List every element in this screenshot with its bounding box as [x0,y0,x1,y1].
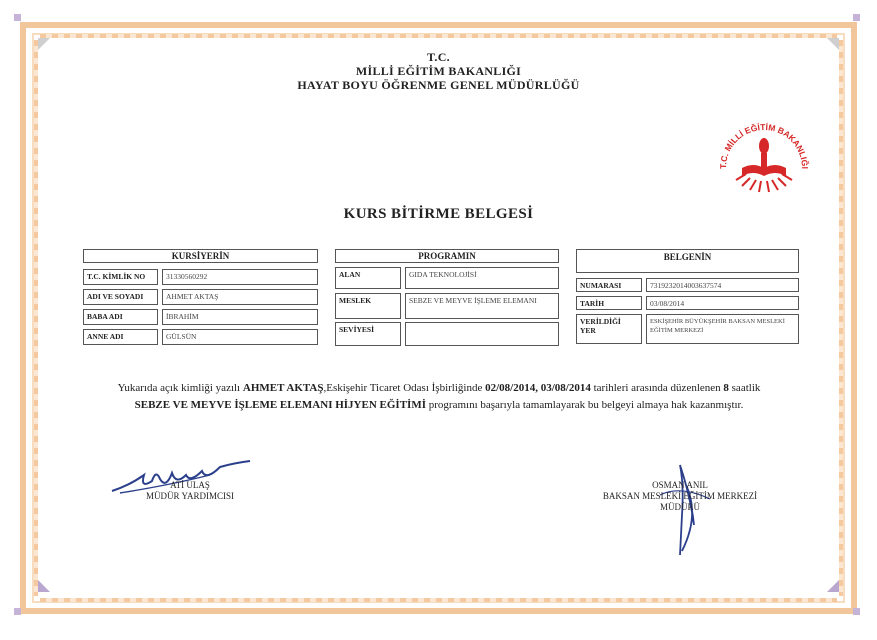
start-date: 02/08/2014 [485,382,536,394]
corner-square-icon [14,14,21,21]
trainee-label: ANNE ADI [83,329,158,345]
certificate-statement [74,380,804,414]
corner-ornament-icon [38,580,50,592]
corner-ornament-icon [38,38,50,50]
trainee-label: BABA ADI [83,309,158,325]
deputy-role: MÜDÜR YARDIMCISI [146,491,234,501]
trainee-value: GÜLSÜN [162,329,318,345]
trainee-label: ADI VE SOYADI [83,289,158,305]
certificate-title: KURS BİTİRME BELGESİ [343,206,534,222]
header-line-1: T.C. [427,50,450,64]
certificate-label: NUMARASI [576,278,642,292]
course-name: SEBZE VE MEYVE İŞLEME ELEMANI HİJYEN EĞİTİMİ [134,399,426,411]
program-value: GIDA TEKNOLOJİSİ [405,267,559,289]
director-signature-block [570,480,790,513]
program-value [405,322,559,346]
deputy-name: ATİ ULAŞ [170,480,210,490]
director-organization: BAKSAN MESLEKİ EĞİTİM MERKEZİ [602,491,758,501]
statement-text: saatlik [728,382,761,394]
corner-ornament-icon [827,580,839,592]
trainee-value: 31330560292 [162,269,318,285]
end-date: 03/08/2014 [540,382,591,394]
frame-stripe-top [40,34,837,38]
ministry-seal-icon [712,110,816,200]
program-label: SEVİYESİ [335,322,401,346]
program-table-heading: PROGRAMIN [335,249,559,263]
certificate-value: 03/08/2014 [646,296,799,310]
date-separator: , [535,382,541,394]
director-name: OSMAN ANIL [652,480,708,490]
certificate-value: ESKİŞEHİR BÜYÜKŞEHİR BAKSAN MESLEKİ EĞİTİM MERKEZİ [646,314,799,344]
statement-text: tarihleri arasında düzenlenen [590,382,724,394]
institution-header [0,50,877,92]
certificate-label: VERİLDİĞİ YER [576,314,642,344]
header-line-2: MİLLİ EĞİTİM BAKANLIĞI [355,64,522,78]
corner-ornament-icon [827,38,839,50]
trainee-table-heading: KURSİYERİN [83,249,318,263]
corner-square-icon [853,608,860,615]
director-role: MÜDÜRÜ [659,502,700,512]
frame-stripe-bottom [40,598,837,602]
program-value: SEBZE VE MEYVE İŞLEME ELEMANI [405,293,559,319]
certificate-value: 7319232014003637574 [646,278,799,292]
certificate-label: TARİH [576,296,642,310]
course-hours: 8 [723,382,729,394]
trainee-name: AHMET AKTAŞ [242,382,324,394]
deputy-signature-block [120,480,260,502]
trainee-label: T.C. KİMLİK NO [83,269,158,285]
program-label: ALAN [335,267,401,289]
statement-text: ,Eskişehir Ticaret Odası İşbirliğinde [323,382,486,394]
frame-stripe-left [34,40,38,596]
certificate-table-heading: BELGENİN [576,249,799,273]
program-label: MESLEK [335,293,401,319]
header-line-3: HAYAT BOYU ÖĞRENME GENEL MÜDÜRLÜĞÜ [297,78,580,92]
trainee-value: İBRAHİM [162,309,318,325]
statement-text: Yukarıda açık kimliği yazılı [117,382,243,394]
frame-stripe-right [839,40,843,596]
trainee-value: AHMET AKTAŞ [162,289,318,305]
corner-square-icon [14,608,21,615]
corner-square-icon [853,14,860,21]
svg-text:T.C. MİLLİ EĞİTİM BAKANLIĞI: T.C. MİLLİ EĞİTİM BAKANLIĞI [717,121,811,170]
statement-text: programını başarıyla tamamlayarak bu belgeyi almaya hak kazanmıştır. [426,399,744,411]
